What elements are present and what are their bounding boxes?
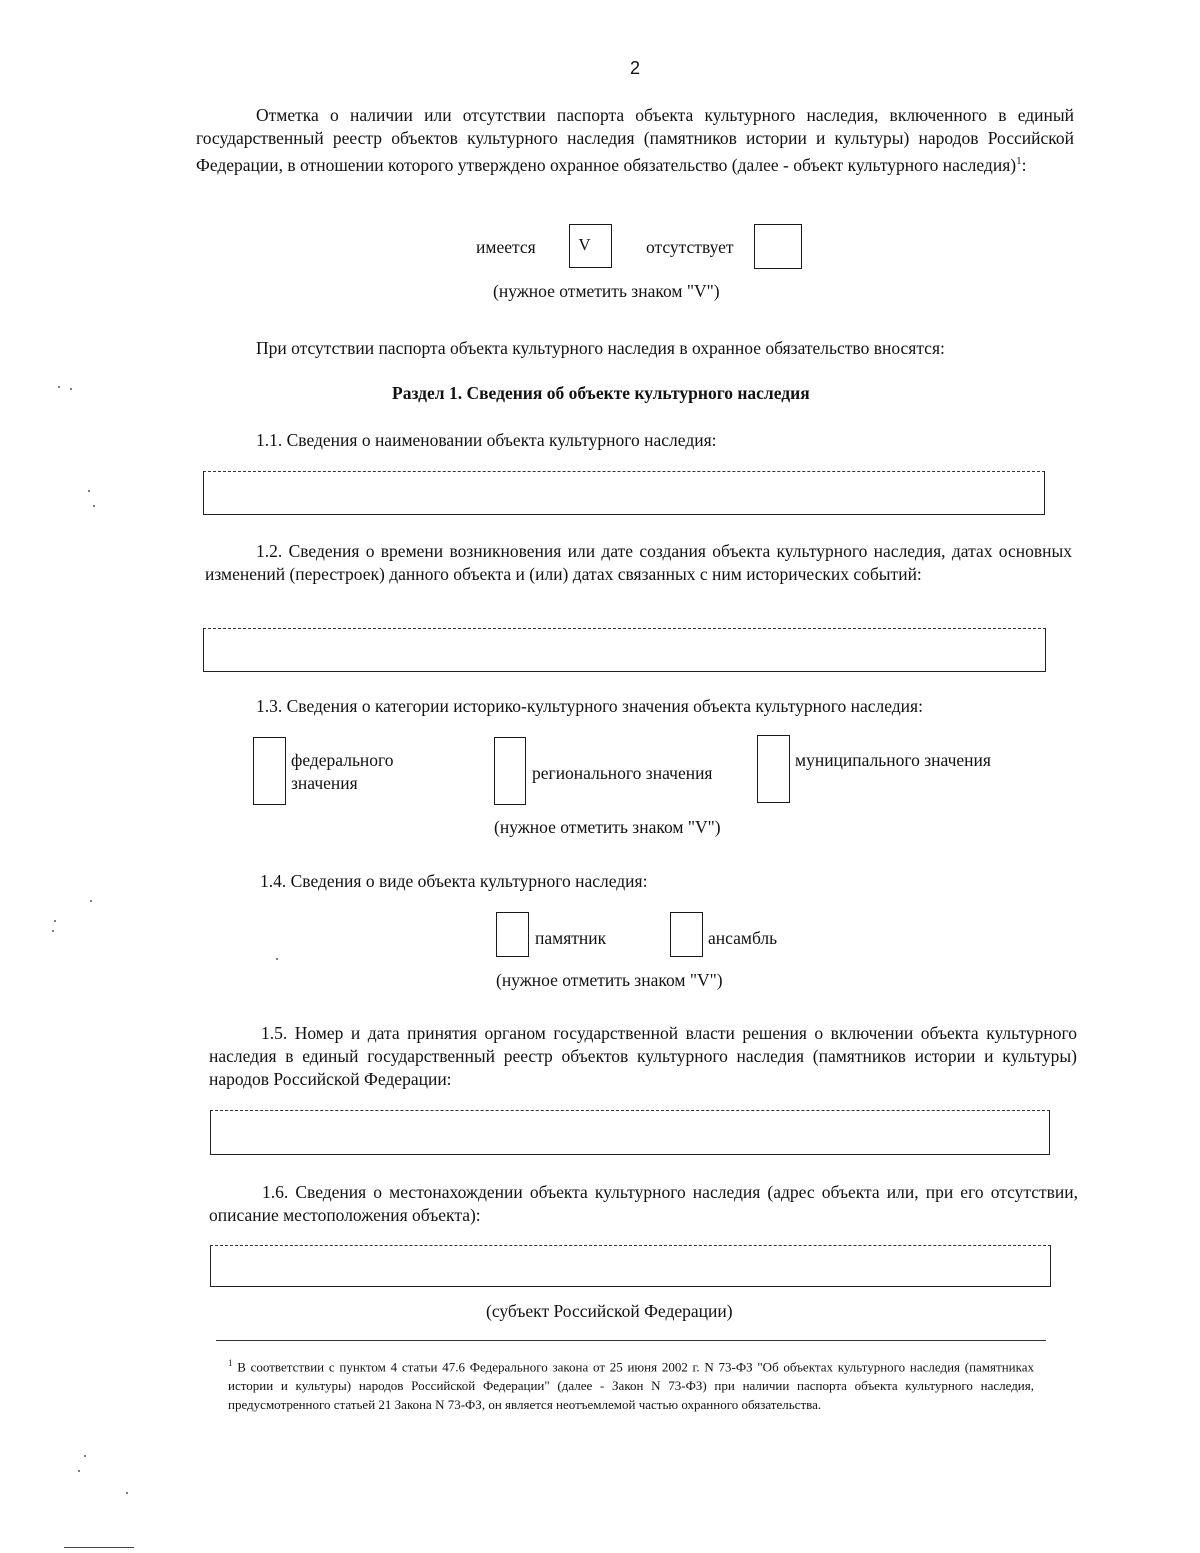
s1-5-paragraph: 1.5. Номер и дата принятия органом государственной власти решения о включении объекта культурного наследия в единый государственный реестр объектов культурного наследия (памятников истории и культуры) народов Российской Федерации: [209, 1023, 1077, 1089]
s1-6-caption: (субъект Российской Федерации) [486, 1301, 733, 1321]
footnote-mark: 1 [228, 1358, 233, 1368]
checkbox-mark: V [578, 235, 591, 254]
s1-3-hint: (нужное отметить знаком "V") [494, 817, 721, 837]
category-municipal-label: муниципального значения [795, 750, 991, 770]
type-ensemble-checkbox[interactable] [670, 912, 703, 957]
section-title: Раздел 1. Сведения об объекте культурного наследия [392, 383, 810, 403]
category-federal-checkbox[interactable] [253, 737, 286, 805]
passport-hint: (нужное отметить знаком "V") [493, 281, 720, 301]
footnote-ref[interactable]: 1 [1016, 155, 1022, 167]
s1-6-location-field[interactable] [210, 1245, 1051, 1287]
absence-note: При отсутствии паспорта объекта культурного наследия в охранное обязательство вносятся: [256, 338, 945, 358]
category-municipal-checkbox[interactable] [757, 735, 790, 803]
s1-4-hint: (нужное отметить знаком "V") [496, 970, 723, 990]
s1-1-name-field[interactable] [203, 471, 1045, 515]
intro-first-line: Отметка о наличии или отсутствии паспорта объекта культурного наследия, включенного в единый государственный реестр объектов культурного наследия (памятников истории и культуры) народов Российской Федерации, в отношении которого утверждено охранное обязательство (далее - объект культурного наследия)$^1$: [196, 105, 1074, 175]
passport-present-label: имеется [476, 237, 536, 257]
passport-absent-checkbox[interactable] [754, 224, 802, 269]
s1-5-decision-field[interactable] [210, 1110, 1050, 1155]
intro-paragraph [196, 104, 1074, 177]
type-monument-checkbox[interactable] [496, 912, 529, 957]
page-number: 2 [629, 58, 640, 78]
s1-1-label: 1.1. Сведения о наименовании объекта культурного наследия: [256, 430, 717, 450]
category-regional-checkbox[interactable] [494, 737, 526, 805]
category-regional-label: регионального значения [532, 763, 713, 783]
passport-present-checkbox[interactable] [569, 224, 612, 268]
s1-4-label: 1.4. Сведения о виде объекта культурного наследия: [260, 871, 648, 891]
type-monument-label: памятник [535, 928, 607, 948]
s1-2-paragraph: 1.2. Сведения о времени возникновения или дате создания объекта культурного наследия, датах основных изменений (перестроек) данного объекта и (или) датах связанных с ним исторических событий: [205, 541, 1072, 584]
s1-6-paragraph: 1.6. Сведения о местонахождении объекта культурного наследия (адрес объекта или, при его отсутствии, описание местоположения объекта): [209, 1182, 1078, 1225]
footnote-text: В соответствии с пунктом 4 статьи 47.6 Федерального закона от 25 июня 2002 г. N 73-ФЗ "Об объектах культурного наследия (памятниках истории и культуры) народов Российской Федерации" (далее - Закон N 73-ФЗ) при наличии паспорта объекта культурного наследия, предусмотренного статьей 21 Закона N 73-ФЗ, он является неотъемлемой частью охранного обязательства. [228, 1359, 1035, 1413]
type-ensemble-label: ансамбль [708, 928, 778, 948]
category-federal-label: федерального значения [291, 750, 394, 793]
s1-3-label: 1.3. Сведения о категории историко-культурного значения объекта культурного наследия: [256, 696, 923, 716]
footnote-separator [216, 1340, 1046, 1341]
s1-2-dates-field[interactable] [203, 628, 1046, 672]
footnote [228, 1354, 1034, 1414]
passport-absent-label: отсутствует [646, 237, 734, 257]
